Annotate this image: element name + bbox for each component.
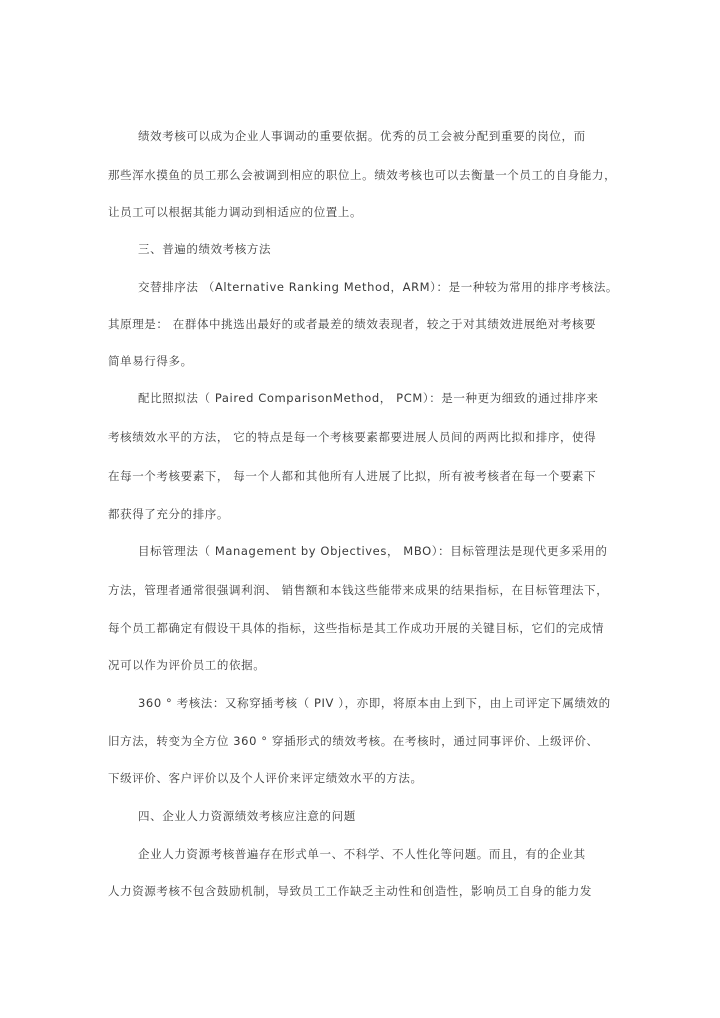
paragraph-line: 方法，管理者通常很强调利润、 销售额和本钱这些能带来成果的结果指标，在目标管理法下， [108, 583, 609, 597]
paragraph-line: 交替排序法 （Alternative Ranking Method，ARM）：是一种较为常用的排序考核法。 [138, 280, 619, 294]
paragraph-line: 都获得了充分的排序。 [108, 507, 229, 521]
paragraph-line: 让员工可以根据其能力调动到相适应的位置上。 [108, 205, 363, 219]
section-heading: 四、企业人力资源绩效考核应注意的问题 [138, 809, 356, 823]
paragraph-line: 况可以作为评价员工的依据。 [108, 658, 266, 672]
paragraph-line: 人力资源考核不包含鼓励机制，导致员工工作缺乏主动性和创造性，影响员工自身的能力发 [108, 884, 592, 898]
paragraph-line: 企业人力资源考核普遍存在形式单一、不科学、不人性化等问题。而且，有的企业其 [138, 847, 586, 861]
section-heading: 三、普遍的绩效考核方法 [138, 242, 272, 256]
paragraph-line: 绩效考核可以成为企业人事调动的重要依据。优秀的员工会被分配到重要的岗位，而 [138, 129, 586, 143]
paragraph-line: 下级评价、客户评价以及个人评价来评定绩效水平的方法。 [108, 771, 423, 785]
paragraph-line: 考核绩效水平的方法， 它的特点是每一个考核要素都要进展人员间的两两比拟和排序，使得 [108, 430, 597, 444]
paragraph-line: 那些浑水摸鱼的员工那么会被调到相应的职位上。绩效考核也可以去衡量一个员工的自身能力， [108, 168, 617, 182]
paragraph-line: 其原理是： 在群体中挑选出最好的或者最差的绩效表现者，较之于对其绩效进展绝对考核要 [108, 317, 597, 331]
paragraph-line: 在每一个考核要素下， 每一个人都和其他所有人进展了比拟，所有被考核者在每一个要素下 [108, 469, 597, 483]
paragraph-line: 每个员工都确定有假设干具体的指标，这些指标是其工作成功开展的关键目标，它们的完成情 [108, 621, 605, 635]
paragraph-line: 配比照拟法（ Paired ComparisonMethod， PCM）：是一种更为细致的通过排序来 [138, 391, 599, 405]
paragraph-line: 目标管理法（ Management by Objectives， MBO）：目标管理法是现代更多采用的 [138, 544, 608, 558]
paragraph-line: 旧方法，转变为全方位 360 ° 穿插形式的绩效考核。在考核时，通过同事评价、上级评价、 [108, 734, 599, 748]
paragraph-line: 简单易行得多。 [108, 354, 193, 368]
paragraph-line: 360 ° 考核法：又称穿插考核（ PIV ），亦即，将原本由上到下，由上司评定下属绩效的 [138, 696, 611, 710]
